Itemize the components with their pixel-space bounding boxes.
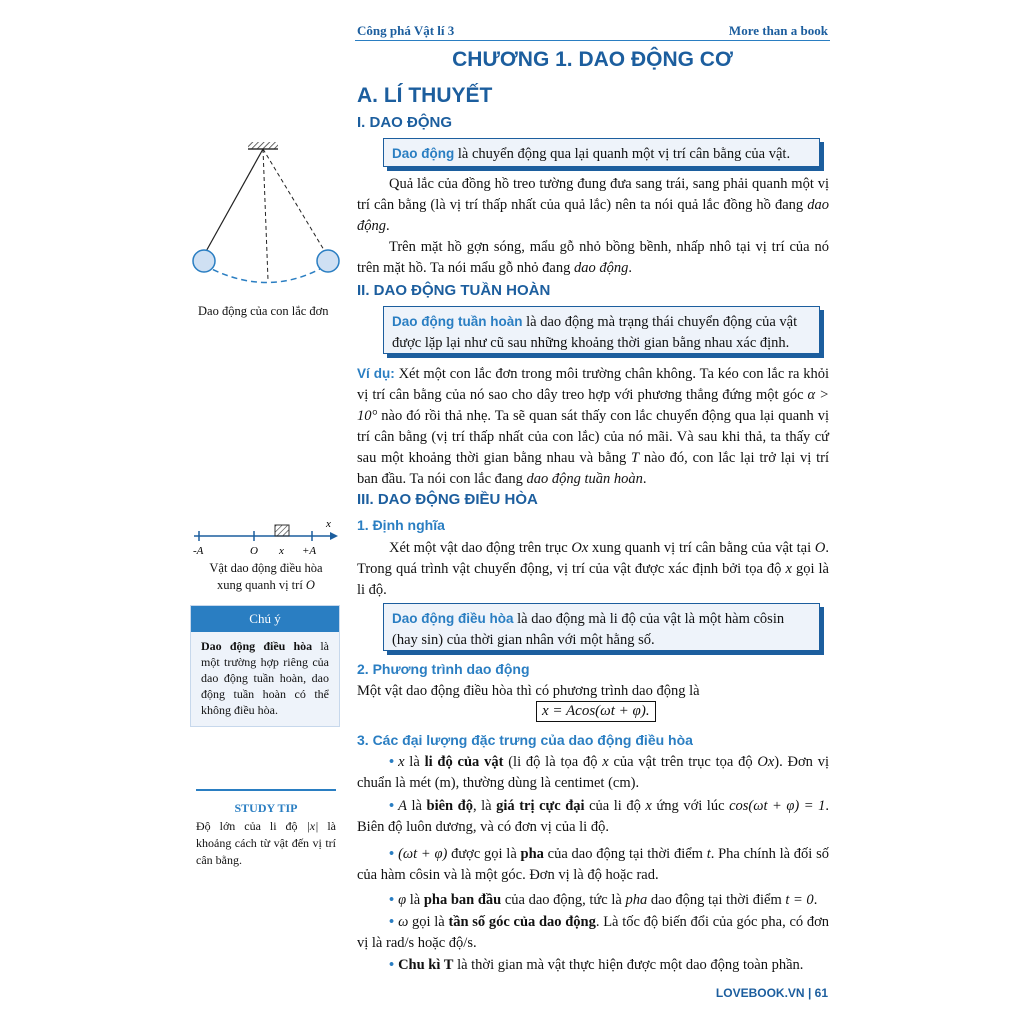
paragraph-wood-piece: Trên mặt hồ gợn sóng, mẩu gỗ nhỏ bồng bềnh, nhấp nhô tại vị trí của nó trên mặt hồ. Ta nói mẩu gỗ nhỏ đang dao động. bbox=[357, 239, 829, 276]
bullet-initial-phase: • φ là pha ban đầu của dao động, tức là pha dao động tại thời điểm t = 0. bbox=[389, 892, 818, 908]
paragraph-equation: Một vật dao động điều hòa thì có phương trình dao động là bbox=[357, 683, 700, 699]
pendulum-bob bbox=[193, 250, 215, 272]
swing-arc bbox=[204, 265, 327, 283]
ceiling-mount bbox=[248, 142, 278, 149]
pendulum-string-dashed bbox=[263, 149, 327, 255]
header-book-title: Công phá Vật lí 3 bbox=[357, 23, 455, 38]
section-2-heading: II. DAO ĐỘNG TUẦN HOÀN bbox=[357, 282, 551, 299]
subsection-equation: 2. Phương trình dao động bbox=[357, 661, 530, 677]
definition-box-oscillation bbox=[383, 138, 820, 167]
pendulum-caption: Dao động của con lắc đơn bbox=[198, 304, 329, 318]
definition-box-harmonic bbox=[383, 603, 820, 651]
tick-label-neg-a: -A bbox=[193, 545, 204, 557]
definition-text: là dao động mà li độ của vật là một hàm côsin (hay sin) của thời gian nhân với một hằng số. bbox=[392, 611, 785, 648]
definition-term: Dao động bbox=[392, 146, 455, 161]
section-1-heading: I. DAO ĐỘNG bbox=[357, 114, 453, 131]
tick-label-x: x bbox=[279, 545, 284, 557]
note-title: Chú ý bbox=[191, 606, 339, 632]
bullet-displacement: • x là li độ của vật (li độ là tọa độ x của vật trên trục tọa độ Ox). Đơn vị chuẩn là mét (m), thường dùng là centimet (cm). bbox=[357, 754, 830, 791]
tick-label-origin: O bbox=[250, 545, 258, 557]
bullet-angular-frequency: • ω gọi là tần số góc của dao động. Là tốc độ biến đổi của góc pha, có đơn vị là rad/s hoặc độ/s. bbox=[357, 914, 829, 951]
formula-box: x = Acos(ωt + φ). bbox=[536, 701, 656, 722]
paragraph-clock-pendulum: Quả lắc của đồng hồ treo tường đung đưa sang trái, sang phải quanh một vị trí cân bằng (là vị trí thấp nhất của quả lắc) nên ta nói quả lắc đồng hồ đang dao động. bbox=[357, 176, 829, 234]
note-box bbox=[190, 605, 340, 727]
section-3-heading: III. DAO ĐỘNG ĐIỀU HÒA bbox=[357, 491, 538, 508]
definition-term: Dao động điều hòa bbox=[392, 611, 514, 626]
footer-site: LOVEBOOK.VN bbox=[715, 986, 805, 1000]
bullet-amplitude: • A là biên độ, là giá trị cực đại của li độ x ứng với lúc cos(ωt + φ) = 1. Biên độ luôn dương, và có đơn vị của li độ. bbox=[357, 798, 829, 835]
moving-object bbox=[275, 525, 289, 536]
study-tip-body: Độ lớn của li độ |x| là khoảng cách từ vật đến vị trí cân bằng. bbox=[196, 819, 336, 867]
section-a-heading: A. LÍ THUYẾT bbox=[357, 84, 493, 107]
definition-term: Dao động tuần hoàn bbox=[392, 314, 523, 329]
axis-caption: Vật dao động điều hòa xung quanh vị trí O bbox=[209, 561, 323, 592]
definition-box-periodic bbox=[383, 306, 820, 354]
axis-arrow bbox=[330, 532, 338, 540]
example-label: Ví dụ: bbox=[357, 366, 395, 381]
tick-label-pos-a: +A bbox=[302, 545, 317, 557]
study-tip-divider bbox=[196, 789, 336, 791]
paragraph-example: Ví dụ: Xét một con lắc đơn trong môi trường chân không. Ta kéo con lắc ra khỏi vị trí cân bằng của nó sao cho dây treo hợp với phương thẳng đứng một góc α > 10° nào đó rồi thả nhẹ. Ta sẽ quan sát thấy con lắc chuyển động qua lại quanh vị trí cân bằng (vị trí thấp nhất của con lắc) của nó mãi. Và sau khi thả, ta thấy cứ sau một khoảng thời gian bằng nhau và bằng T nào đó, con lắc lại trở lại vị trí ban đầu. Ta nói con lắc đang dao động tuần hoàn. bbox=[357, 366, 830, 487]
paragraph-definition: Xét một vật dao động trên trục Ox xung quanh vị trí cân bằng của vật tại O. Trong quá trình vật chuyển động, vị trí của vật được xác định bởi tọa độ x gọi là li độ. bbox=[357, 540, 829, 598]
subsection-quantities: 3. Các đại lượng đặc trưng của dao động điều hòa bbox=[357, 732, 693, 748]
axis-label-x: x bbox=[326, 518, 331, 530]
chapter-title: CHƯƠNG 1. DAO ĐỘNG CƠ bbox=[452, 48, 733, 71]
study-tip-title: STUDY TIP bbox=[234, 801, 298, 815]
definition-text: là dao động mà trạng thái chuyển động của vật được lặp lại như cũ sau những khoảng thời gian bằng nhau xác định. bbox=[392, 314, 798, 351]
pendulum-string bbox=[204, 149, 263, 255]
pendulum-diagram bbox=[180, 135, 350, 295]
header-slogan: More than a book bbox=[728, 23, 828, 38]
subsection-definition: 1. Định nghĩa bbox=[357, 517, 445, 533]
page-number: 61 bbox=[814, 986, 828, 1000]
equilibrium-line bbox=[263, 149, 268, 280]
pendulum-bob bbox=[317, 250, 339, 272]
header-divider bbox=[355, 40, 830, 41]
definition-text: là chuyển động qua lại quanh một vị trí cân bằng của vật. bbox=[454, 146, 791, 162]
page-footer: LOVEBOOK.VN | 61 bbox=[715, 986, 828, 1000]
note-body: Dao động điều hòa là một trường hợp riêng của dao động tuần hoàn, dao động tuần hoàn có thể không điều hòa. bbox=[201, 639, 329, 717]
oscillation-axis-diagram bbox=[190, 515, 340, 561]
bullet-period: • Chu kì T là thời gian mà vật thực hiện được một dao động toàn phần. bbox=[389, 957, 804, 973]
bullet-phase: • (ωt + φ) được gọi là pha của dao động tại thời điểm t. Pha chính là đối số của hàm côsin và là một góc. Đơn vị là độ hoặc rad. bbox=[357, 846, 829, 883]
